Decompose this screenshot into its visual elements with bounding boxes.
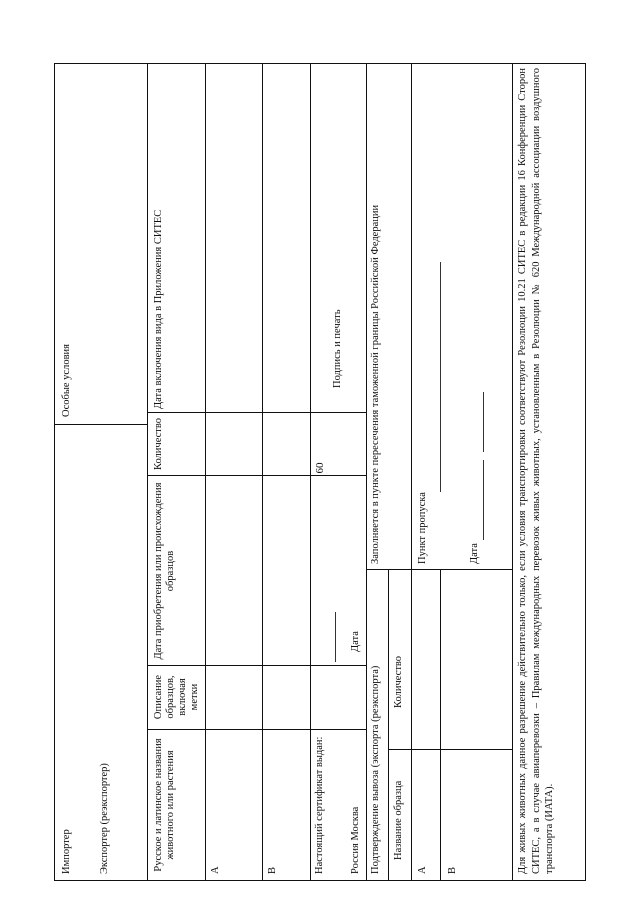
customs-border-title: Заполняется в пункте пересечения таможенной границы Российской Федерации [370,204,381,564]
divider [147,729,366,730]
divider [388,749,512,750]
row-b-label: B [267,866,278,874]
divider [147,475,366,476]
divider [205,64,206,880]
signature-label: Подпись и печать [332,309,343,388]
sample-name-label: Название образца [393,780,404,860]
column-header-description: Описание образцов, включая метки [153,674,201,720]
divider [147,412,366,413]
checkpoint-label: Пункт пропуска [417,492,428,564]
divider [388,570,389,880]
special-conditions-label: Особые условия [61,344,72,417]
divider [147,64,148,880]
customs-date-label: Дата [469,543,480,564]
certificate-issued-label: Настоящий сертификат выдан: [314,736,325,874]
divider [366,64,367,880]
export-row-b-label: B [447,866,458,874]
importer-label: Импортер [61,829,72,874]
divider [147,665,366,666]
divider [55,424,147,425]
divider [512,64,513,880]
divider [411,64,412,880]
row-a-label: A [210,866,221,874]
cites-certificate-form [54,63,586,881]
divider [262,64,263,880]
export-row-a-label: A [417,866,428,874]
quantity-label: Количество [393,655,404,708]
form-grid [54,63,586,881]
exporter-label: Экспортер (реэкспортер) [99,763,110,874]
page-number: 60 [314,462,326,474]
column-header-quantity: Количество [153,417,164,471]
export-confirm-title: Подтверждение вывоза (экспорта (реэкспорта) [370,665,381,874]
divider [440,570,441,880]
footer-note: Для живых животных данное разрешение действительно только, если условия транспортировки соответствуют Резолюции 10.21 СИТЕС в редакции 16 Конференции Сторон СИТЕС, а в случае авиаперевозки – Правилам международных перевозок живых животных, установленным в Резолюции № 620 Международной ассоциации воздушного транспорта (ИАТА). [517,68,556,874]
customs-date-line [483,460,484,540]
place-label: Россия Москва [350,806,361,874]
column-header-names: Русское и латинское названия животного или растения [153,738,177,872]
date-line [335,612,336,662]
column-header-acquisition-date: Дата приобретения или происхождения образцов [153,482,177,660]
checkpoint-line [440,262,441,492]
divider [310,64,311,880]
customs-date-line-2 [483,392,484,452]
date-label: Дата [350,631,361,652]
column-header-cites-date: Дата включения вида в Приложения СИТЕС [153,209,164,409]
